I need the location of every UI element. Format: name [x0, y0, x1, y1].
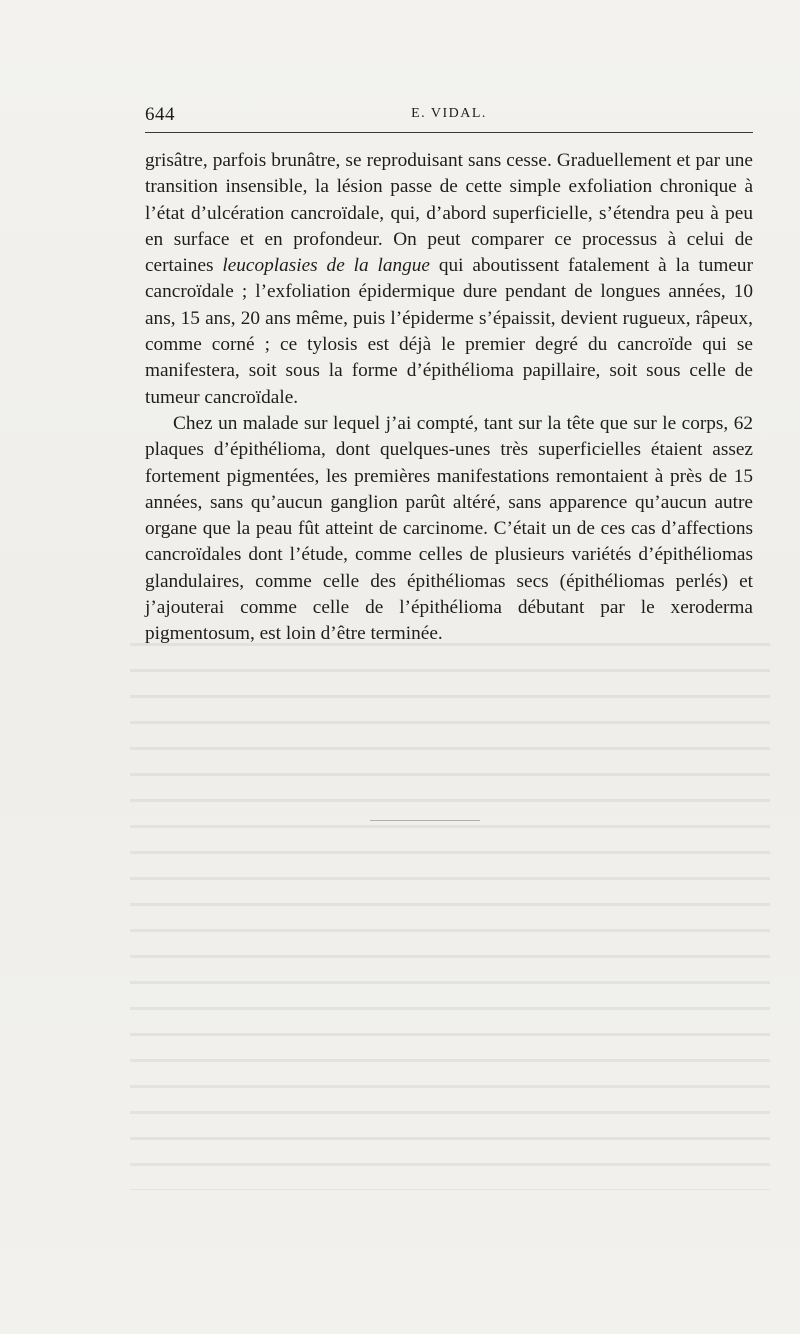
paragraph-2: Chez un malade sur lequel j’ai compté, tant sur la tête que sur le corps, 62 plaques d’épithélioma, dont quelques-unes très superficielles étaient assez fortement pigmentées, les premières manifestations remontaient à près de 15 années, sans qu’aucun ganglion parût altéré, sans apparence qu’aucun autre organe que la peau fût atteint de carcinome. C’était un de ces cas d’affections cancroïdales dont l’étude, comme celles de plusieurs variétés d’épithéliomas glandulaires, comme celle des épithéliomas secs (épithéliomas perlés) et j’ajouterai comme celle de l’épithélioma débutant par le xeroderma pigmentosum, est loin d’être terminée.	[145, 412, 753, 645]
paragraph-1-italic-term: leucoplasies de la langue	[222, 255, 430, 277]
show-through-text	[130, 630, 770, 1190]
paragraph-1-text-b: qui aboutissent fatalement à la tumeur cancroïdale ; l’exfoliation épidermique dure pendant de longues années, 10 ans, 15 ans, 20 ans même, puis l’épiderme s’épaissit, devient rugueux, râpeux, comme corné ; ce tylosis est déjà le premier degré du cancroïde qui se manifestera, soit sous la forme d’épithélioma papillaire, soit sous celle de tumeur cancroïdale.	[145, 255, 753, 408]
paragraph-1	[145, 148, 753, 411]
body-text	[145, 148, 753, 648]
show-through-rule	[370, 820, 480, 821]
paragraph-1-text-a: grisâtre, parfois brunâtre, se reproduisant sans cesse. Graduellement et par une transition insensible, la lésion passe de cette simple exfoliation chronique à l’état d’ulcération cancroïdale, qui, d’abord superficielle, s’étendra peu à peu en surface et en profondeur. On peut comparer ce processus à celui de certaines	[145, 150, 753, 277]
page-header	[145, 104, 753, 128]
header-rule	[145, 132, 753, 133]
running-head: E. VIDAL.	[411, 106, 487, 121]
page-number: 644	[145, 104, 175, 125]
